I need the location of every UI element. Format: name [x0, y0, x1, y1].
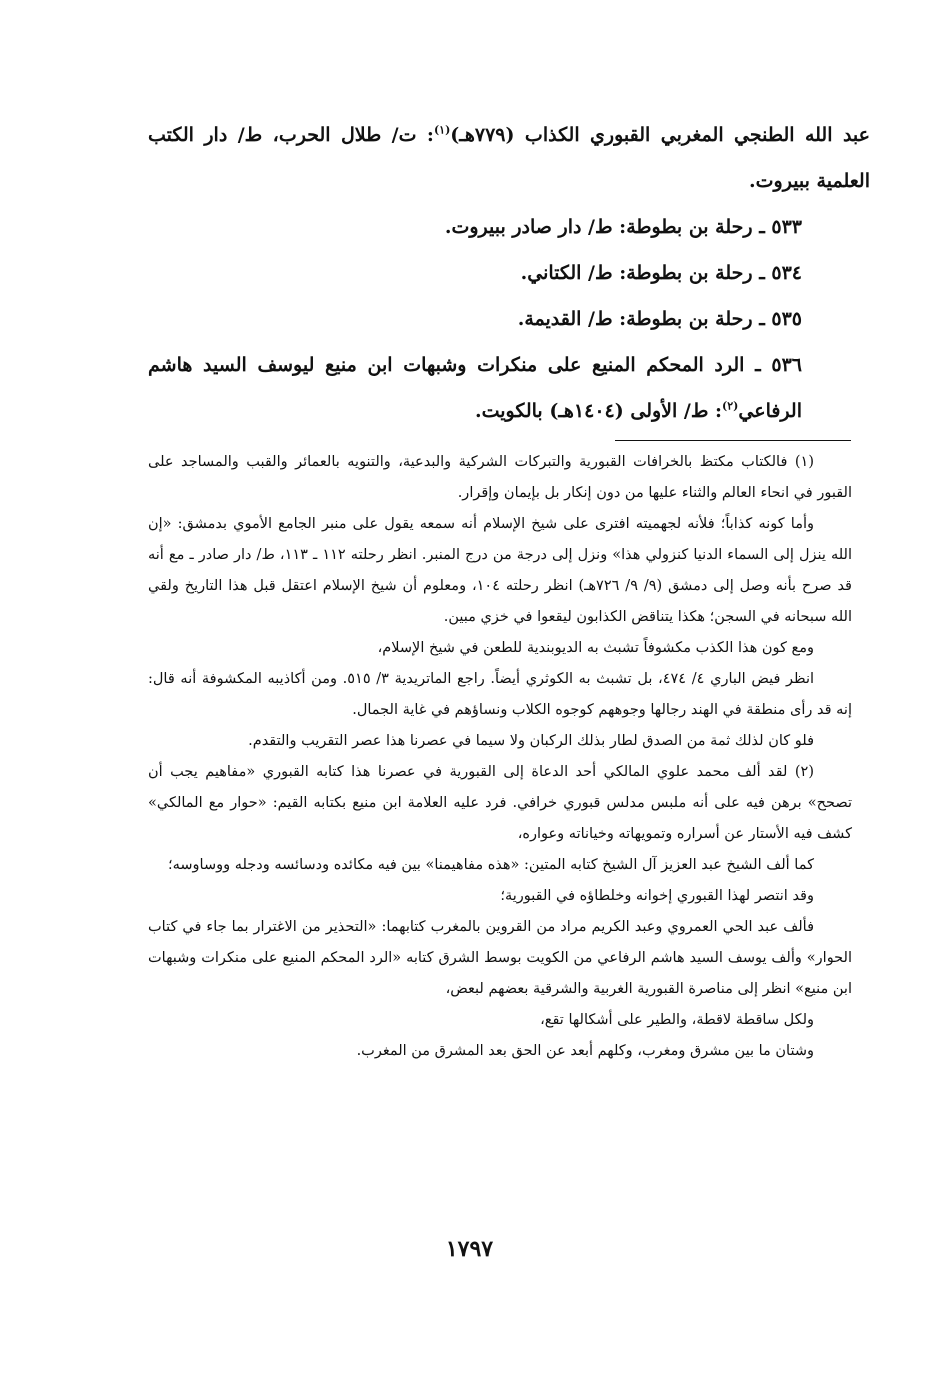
footnote-ref-2[interactable]: (٢) [722, 399, 739, 413]
continuation-text: عبد الله الطنجي المغربي القبوري الكذاب (٧٧٩هـ) [450, 124, 870, 146]
entry-533: ٥٣٣ ـ رحلة بن بطوطة: ط/ دار صادر ببيروت. [444, 216, 802, 238]
entry-536-tail: : ط/ الأولى (١٤٠٤هـ) بالكويت. [474, 400, 723, 422]
footnote-2-para-2: كما ألف الشيخ عبد العزيز آل الشيخ كتابه المتين: «هذه مفاهيمنا» بين فيه مكائده ودسائسه ودجله ووساوسه؛ [168, 857, 814, 873]
main-text [148, 112, 870, 434]
footnotes [148, 447, 852, 1067]
page-number: ١٧٩٧ [445, 1236, 494, 1262]
footnote-1-para-5: فلو كان لذلك ثمة من الصدق لطار بذلك الركبان ولا سيما في عصرنا هذا عصر التقريب والتقدم. [248, 733, 814, 749]
footnote-ref-1[interactable]: (١) [433, 123, 451, 137]
footnote-2-para-5: ولكل ساقطة لاقطة، والطير على أشكالها تقع، [540, 1012, 814, 1028]
entry-534: ٥٣٤ ـ رحلة بن بطوطة: ط/ الكتاني. [520, 262, 802, 284]
footnote-separator [615, 440, 851, 441]
footnote-2: (٢) لقد ألف محمد علوي المالكي أحد الدعاة إلى القبورية في عصرنا هذا كتابه القبوري «مفاهيم يجب أن تصحح» برهن فيه على أنه ملبس مدلس قبوري خرافي. فرد عليه العلامة ابن منيع بكتابه القيم: «حوار مع المالكي» كشف فيه الأستار عن أسراره وتمويهاته وخياناته وعواره، [148, 764, 852, 842]
footnote-2-para-6: وشتان ما بين مشرق ومغرب، وكلهم أبعد عن الحق بعد المشرق من المغرب. [356, 1043, 814, 1059]
footnote-1-para-4: انظر فيض الباري ٤/ ٤٧٤، بل تشبث به الكوثري أيضاً. راجع الماتريدية ٣/ ٥١٥. ومن أكاذيبه المكشوفة أنه قال: إنه قد رأى منطقة في الهند رجالها وجوههم كوجوه الكلاب ونساؤهم في غاية الجمال. [148, 671, 852, 718]
footnote-1-para-3: ومع كون هذا الكذب مكشوفاً تشبث به الديوبندية للطعن في شيخ الإسلام، [377, 640, 814, 656]
continuation-line [148, 112, 870, 204]
entry-536-text: ٥٣٦ ـ الرد المحكم المنيع على منكرات وشبهات ابن منيع ليوسف السيد هاشم الرفاعي [148, 354, 802, 422]
continuation-tail: : ت/ طلال الحرب، ط/ دار الكتب العلمية ببيروت. [148, 124, 870, 192]
footnote-2-para-4: فألف عبد الحي العمروي وعبد الكريم مراد من القروين بالمغرب كتابهما: «التحذير من الاغترار بما جاء في كتاب الحوار» وألف يوسف السيد هاشم الرفاعي من الكويت بوسط الشرق كتابه «الرد المحكم المنيع على منكرات وشبهات ابن منيع» انظر إلى مناصرة القبورية الغربية والشرقية بعضهم لبعض، [148, 919, 852, 997]
footnote-1: (١) فالكتاب مكتظ بالخرافات القبورية والتبركات الشركية والبدعية، والتنويه بالعمائر والقبب والمساجد على القبور في انحاء العالم والثناء عليها من دون إنكار بل بإيمان وإقرار. [148, 454, 852, 501]
footnote-2-para-3: وقد انتصر لهذا القبوري إخوانه وخلطاؤه في القبورية؛ [500, 888, 814, 904]
entry-535: ٥٣٥ ـ رحلة بن بطوطة: ط/ القديمة. [517, 308, 802, 330]
footnote-1-para-2: وأما كونه كذاباً؛ فلأنه لجهميته افترى على شيخ الإسلام أنه سمعه يقول على منبر الجامع الأموي بدمشق: «إن الله ينزل إلى السماء الدنيا كنزولي هذا» ونزل إلى درجة من درج المنبر. انظر رحلته ١١٢ ـ ١١٣، ط/ دار صادر ـ مع أنه قد صرح بأنه وصل إلى دمشق (٩/ ٩/ ٧٢٦هـ) انظر رحلته ١٠٤، ومعلوم أن شيخ الإسلام اعتقل قبل هذا التاريخ ولقي الله سبحانه في السجن؛ هكذا يتناقض الكذابون ليقعوا في خزي مبين. [148, 516, 852, 625]
entry-536 [148, 342, 870, 434]
